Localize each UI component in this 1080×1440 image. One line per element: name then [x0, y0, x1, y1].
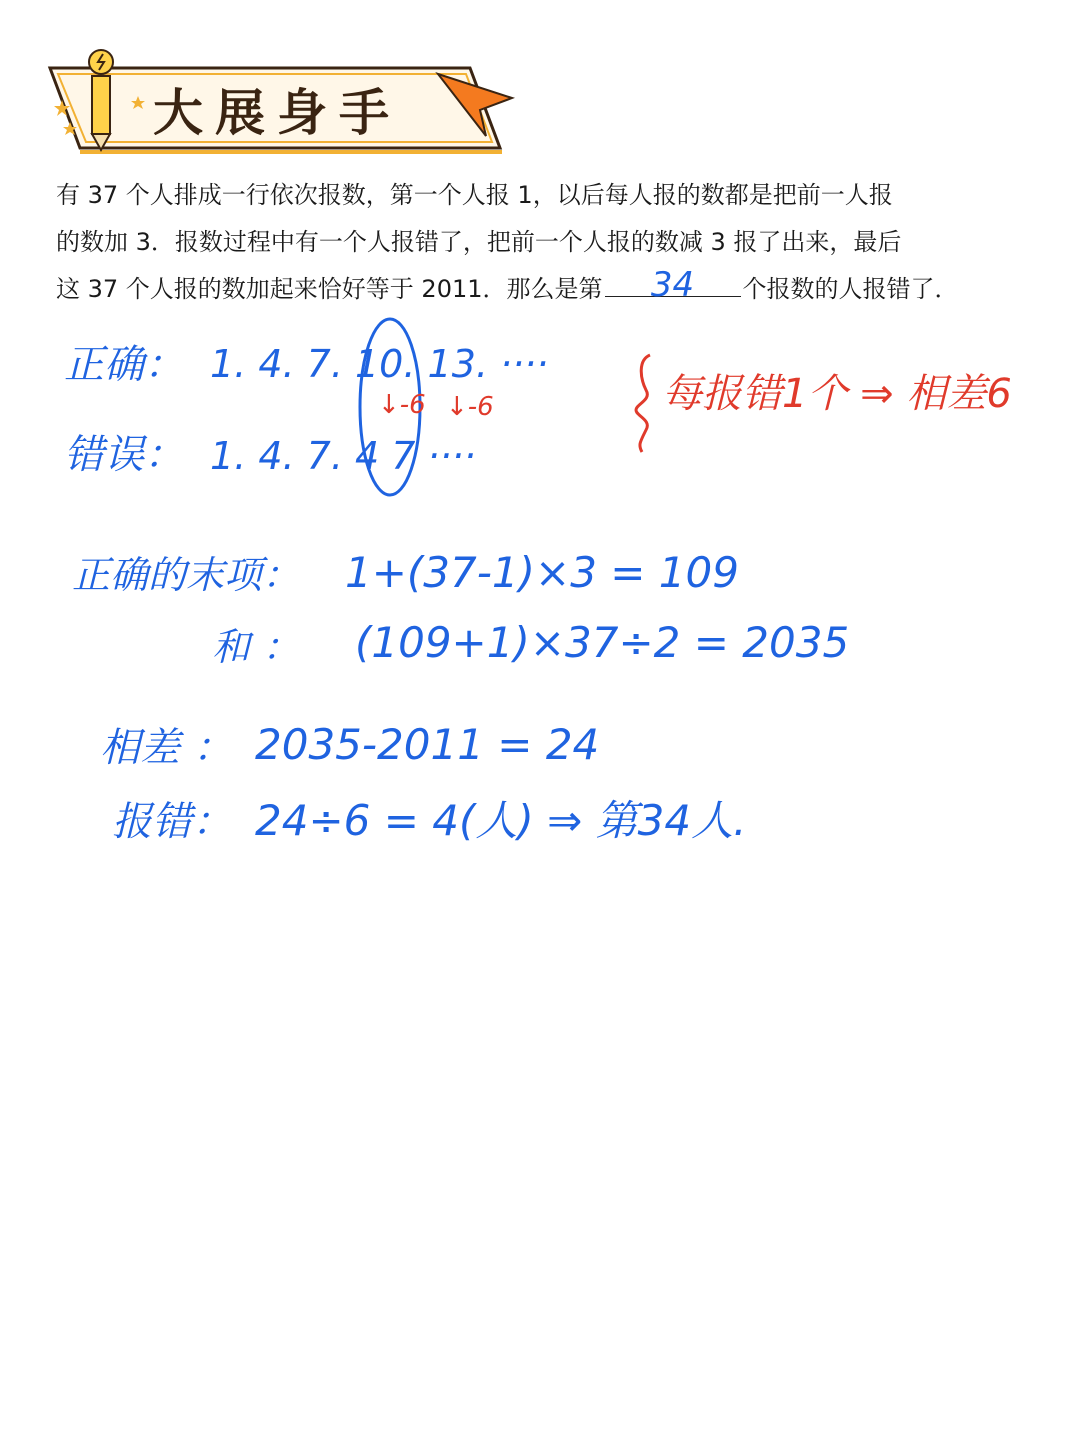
sum-formula: (109+1)×37÷2 = 2035: [355, 618, 850, 667]
last-term-formula: 1+(37-1)×3 = 109: [345, 548, 739, 597]
minus-six-mark-2: ↓-6: [446, 392, 494, 422]
curly-brace-mark: [636, 355, 650, 452]
problem-line-3-start: 这 37 个人报的数加起来恰好等于 2011．那么是第: [56, 275, 603, 303]
wrong-sequence: 1. 4. 7. 4 7 ····: [210, 434, 476, 478]
problem-line-1: 有 37 个人排成一行依次报数，第一个人报 1，以后每人报的数都是把前一人报: [56, 181, 893, 209]
pencil-icon: [89, 50, 113, 150]
wrong-count-label: 报错：: [112, 799, 232, 845]
minus-six-mark-1: ↓-6: [378, 390, 426, 420]
sum-label: 和 ：: [212, 625, 301, 669]
problem-line-3: [56, 266, 1016, 313]
problem-line-3-end: 个报数的人报错了．: [742, 275, 959, 303]
banner-title: 大展身手: [153, 84, 401, 142]
correct-sequence: 1. 4. 7. 10. 13. ····: [210, 342, 549, 386]
wrong-count-formula: 24÷6 = 4(人) ⇒ 第34人.: [255, 796, 747, 845]
answer-handwritten: 34: [650, 265, 695, 305]
last-term-label: 正确的末项：: [72, 553, 301, 597]
wrong-label: 错误：: [64, 432, 184, 478]
correct-label: 正确：: [64, 342, 184, 388]
difference-formula: 2035-2011 = 24: [255, 720, 600, 769]
difference-label: 相差 ：: [100, 725, 233, 771]
brace-note: 每报错1个 ⇒ 相差6: [662, 371, 1012, 417]
problem-statement: [56, 172, 1016, 313]
problem-line-2: 的数加 3．报数过程中有一个人报错了，把前一个人报的数减 3 报了出来，最后: [56, 228, 902, 256]
answer-blank: [605, 265, 741, 305]
